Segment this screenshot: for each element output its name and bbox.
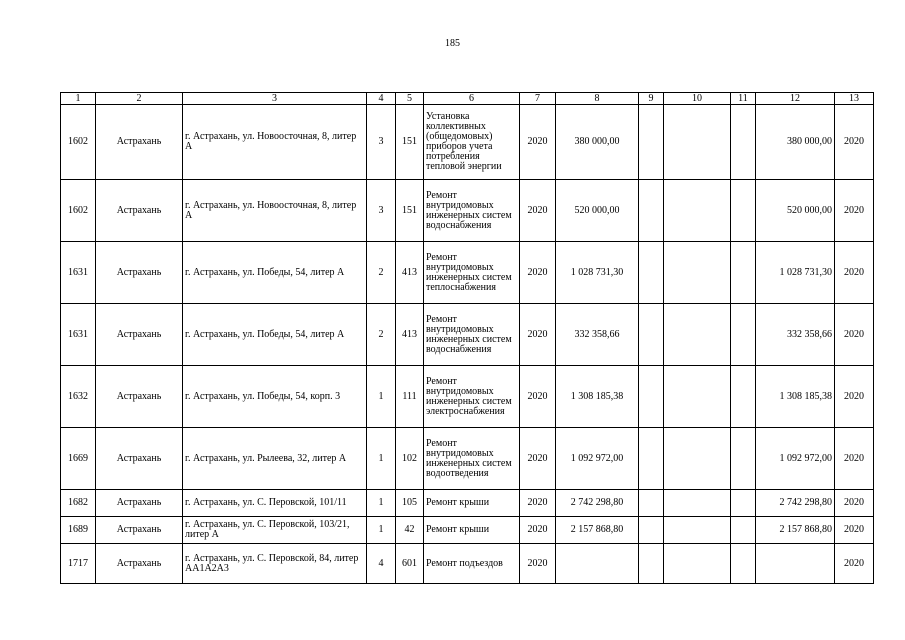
year: 2020: [520, 180, 556, 242]
area: 413: [396, 242, 424, 304]
completion-year: 2020: [835, 304, 874, 366]
municipality: Астрахань: [96, 366, 183, 428]
municipality: Астрахань: [96, 544, 183, 584]
floors: 3: [367, 180, 396, 242]
work-type: Ремонт подъездов: [424, 544, 520, 584]
column-header: 10: [664, 93, 731, 105]
record-number: 1632: [61, 366, 96, 428]
area: 42: [396, 517, 424, 544]
municipality: Астрахань: [96, 304, 183, 366]
address: г. Астрахань, ул. С. Перовской, 103/21, литер А: [183, 517, 367, 544]
floors: 1: [367, 428, 396, 490]
table-row: [61, 242, 874, 304]
col10-cell: [664, 180, 731, 242]
col11-cell: [731, 517, 756, 544]
total-cost: 1 028 731,30: [756, 242, 835, 304]
floors: 1: [367, 366, 396, 428]
work-type: Ремонт крыши: [424, 490, 520, 517]
address: г. Астрахань, ул. Новоосточная, 8, литер А: [183, 105, 367, 180]
work-type: Ремонт внутридомовых инженерных систем водоотведения: [424, 428, 520, 490]
completion-year: 2020: [835, 517, 874, 544]
completion-year: 2020: [835, 180, 874, 242]
table-row: [61, 517, 874, 544]
column-header: 5: [396, 93, 424, 105]
cost: 1 028 731,30: [556, 242, 639, 304]
floors: 2: [367, 304, 396, 366]
col10-cell: [664, 490, 731, 517]
col10-cell: [664, 517, 731, 544]
address: г. Астрахань, ул. Победы, 54, литер А: [183, 304, 367, 366]
column-number-header-row: [61, 93, 874, 105]
area: 102: [396, 428, 424, 490]
year: 2020: [520, 304, 556, 366]
table-row: [61, 304, 874, 366]
col10-cell: [664, 366, 731, 428]
completion-year: 2020: [835, 242, 874, 304]
address: г. Астрахань, ул. Победы, 54, корп. 3: [183, 366, 367, 428]
record-number: 1682: [61, 490, 96, 517]
cost: 1 308 185,38: [556, 366, 639, 428]
cost: [556, 544, 639, 584]
col11-cell: [731, 304, 756, 366]
area: 105: [396, 490, 424, 517]
year: 2020: [520, 517, 556, 544]
completion-year: 2020: [835, 428, 874, 490]
completion-year: 2020: [835, 544, 874, 584]
table-row: [61, 366, 874, 428]
col11-cell: [731, 428, 756, 490]
col10-cell: [664, 304, 731, 366]
cost: 380 000,00: [556, 105, 639, 180]
cost: 520 000,00: [556, 180, 639, 242]
year: 2020: [520, 490, 556, 517]
col11-cell: [731, 105, 756, 180]
year: 2020: [520, 366, 556, 428]
floors: 2: [367, 242, 396, 304]
record-number: 1602: [61, 180, 96, 242]
record-number: 1669: [61, 428, 96, 490]
total-cost: [756, 544, 835, 584]
work-type: Установка коллективных (общедомовых) приборов учета потребления тепловой энергии: [424, 105, 520, 180]
floors: 4: [367, 544, 396, 584]
cost: 332 358,66: [556, 304, 639, 366]
area: 151: [396, 180, 424, 242]
address: г. Астрахань, ул. С. Перовской, 101/11: [183, 490, 367, 517]
total-cost: 2 742 298,80: [756, 490, 835, 517]
table-row: [61, 428, 874, 490]
col10-cell: [664, 242, 731, 304]
cost: 2 742 298,80: [556, 490, 639, 517]
column-header: 13: [835, 93, 874, 105]
address: г. Астрахань, ул. Победы, 54, литер А: [183, 242, 367, 304]
col10-cell: [664, 428, 731, 490]
work-type: Ремонт внутридомовых инженерных систем водоснабжения: [424, 180, 520, 242]
table-row: [61, 180, 874, 242]
year: 2020: [520, 105, 556, 180]
year: 2020: [520, 242, 556, 304]
completion-year: 2020: [835, 366, 874, 428]
address: г. Астрахань, ул. Новоосточная, 8, литер А: [183, 180, 367, 242]
col11-cell: [731, 180, 756, 242]
record-number: 1631: [61, 242, 96, 304]
col9-cell: [639, 490, 664, 517]
total-cost: 2 157 868,80: [756, 517, 835, 544]
column-header: 8: [556, 93, 639, 105]
col9-cell: [639, 428, 664, 490]
total-cost: 1 092 972,00: [756, 428, 835, 490]
col11-cell: [731, 544, 756, 584]
table-row: [61, 544, 874, 584]
total-cost: 380 000,00: [756, 105, 835, 180]
record-number: 1602: [61, 105, 96, 180]
column-header: 7: [520, 93, 556, 105]
address: г. Астрахань, ул. С. Перовской, 84, литер АА1А2А3: [183, 544, 367, 584]
col10-cell: [664, 105, 731, 180]
area: 151: [396, 105, 424, 180]
floors: 1: [367, 517, 396, 544]
work-type: Ремонт крыши: [424, 517, 520, 544]
table-row: [61, 105, 874, 180]
record-number: 1689: [61, 517, 96, 544]
floors: 1: [367, 490, 396, 517]
area: 601: [396, 544, 424, 584]
work-type: Ремонт внутридомовых инженерных систем теплоснабжения: [424, 242, 520, 304]
column-header: 3: [183, 93, 367, 105]
work-type: Ремонт внутридомовых инженерных систем водоснабжения: [424, 304, 520, 366]
cost: 2 157 868,80: [556, 517, 639, 544]
floors: 3: [367, 105, 396, 180]
repair-program-table: [60, 92, 874, 584]
column-header: 1: [61, 93, 96, 105]
col9-cell: [639, 544, 664, 584]
completion-year: 2020: [835, 490, 874, 517]
cost: 1 092 972,00: [556, 428, 639, 490]
column-header: 11: [731, 93, 756, 105]
column-header: 6: [424, 93, 520, 105]
municipality: Астрахань: [96, 490, 183, 517]
col9-cell: [639, 242, 664, 304]
work-type: Ремонт внутридомовых инженерных систем электроснабжения: [424, 366, 520, 428]
year: 2020: [520, 544, 556, 584]
completion-year: 2020: [835, 105, 874, 180]
record-number: 1717: [61, 544, 96, 584]
municipality: Астрахань: [96, 180, 183, 242]
col9-cell: [639, 304, 664, 366]
table-row: [61, 490, 874, 517]
area: 413: [396, 304, 424, 366]
col11-cell: [731, 242, 756, 304]
municipality: Астрахань: [96, 428, 183, 490]
area: 111: [396, 366, 424, 428]
municipality: Астрахань: [96, 517, 183, 544]
col10-cell: [664, 544, 731, 584]
record-number: 1631: [61, 304, 96, 366]
col9-cell: [639, 180, 664, 242]
column-header: 9: [639, 93, 664, 105]
column-header: 2: [96, 93, 183, 105]
column-header: 4: [367, 93, 396, 105]
year: 2020: [520, 428, 556, 490]
total-cost: 332 358,66: [756, 304, 835, 366]
municipality: Астрахань: [96, 242, 183, 304]
col9-cell: [639, 105, 664, 180]
page-number: 185: [445, 38, 460, 49]
col11-cell: [731, 490, 756, 517]
col11-cell: [731, 366, 756, 428]
total-cost: 520 000,00: [756, 180, 835, 242]
col9-cell: [639, 517, 664, 544]
column-header: 12: [756, 93, 835, 105]
address: г. Астрахань, ул. Рылеева, 32, литер А: [183, 428, 367, 490]
col9-cell: [639, 366, 664, 428]
municipality: Астрахань: [96, 105, 183, 180]
total-cost: 1 308 185,38: [756, 366, 835, 428]
